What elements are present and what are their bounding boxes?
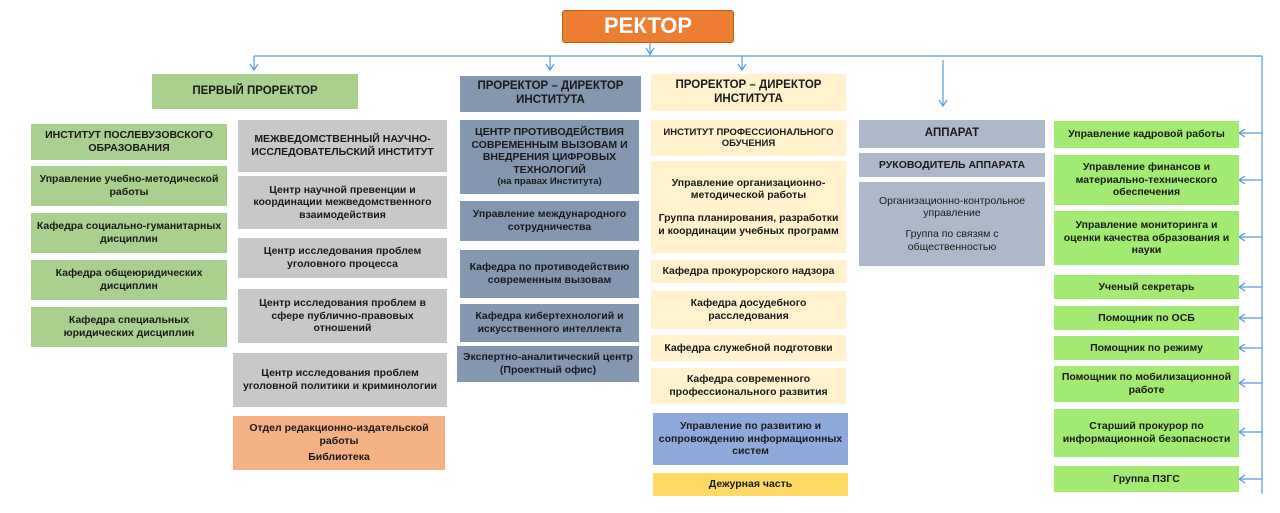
assistant-regime-box [1054, 336, 1239, 360]
special-legal-dept-label: Кафедра специальных юридических дисциплин [63, 314, 195, 339]
professional-development-dept-label: Кафедра современного профессионального развития [669, 373, 828, 398]
org-method-work-label: Управление организационно-методической работы [671, 176, 826, 202]
quality-monitoring-label: Управление мониторинга и оценки качества образования и науки [1063, 219, 1230, 257]
prorector-director-3-title: ПРОРЕКТОР – ДИРЕКТОР ИНСТИТУТА [675, 78, 822, 105]
public-law-center-label: Центр исследования проблем в сфере публично-правовых отношений [259, 297, 426, 335]
editorial-department-label: Отдел редакционно-издательской работы [249, 422, 429, 447]
modern-challenges-center-box [460, 120, 639, 194]
first-prorector-box [152, 74, 358, 109]
prevention-center-box [238, 176, 447, 229]
service-training-dept-label: Кафедра служебной подготовки [664, 341, 833, 354]
international-cooperation-box [460, 201, 639, 241]
modern-challenges-dept-label: Кафедра по противодействию современным вызовам [469, 261, 630, 286]
professional-development-dept-box [651, 368, 846, 404]
criminal-policy-center-box [233, 353, 447, 407]
criminal-policy-center-label: Центр исследования проблем уголовной политики и криминологии [242, 367, 438, 392]
research-institute-box [238, 120, 447, 172]
modern-challenges-center-label: ЦЕНТР ПРОТИВОДЕЙСТВИЯ СОВРЕМЕННЫМ ВЫЗОВАМ И ВНЕДРЕНИЯ ЦИФРОВЫХ ТЕХНОЛОГИЙ [471, 126, 628, 176]
prosecutorial-supervision-dept-box [651, 260, 846, 283]
professional-training-institute-box [651, 120, 846, 156]
assistant-osb-box [1054, 306, 1239, 330]
finance-department-box [1054, 155, 1239, 205]
senior-prosecutor-infosec-label: Старший прокурор по информационной безопасности [1062, 420, 1231, 445]
pzgs-group-box [1054, 466, 1239, 492]
finance-department-label: Управление финансов и материально-технического обеспечения [1075, 161, 1218, 199]
info-systems-dept-label: Управление по развитию и сопровождению информационных систем [658, 420, 843, 458]
prorector-director-3-box [651, 74, 846, 111]
public-law-center-box [238, 289, 447, 343]
apparat-head-label: РУКОВОДИТЕЛЬ АППАРАТА [878, 158, 1026, 171]
social-humanitarian-dept-box [31, 213, 227, 253]
apparat-title: АППАРАТ [924, 127, 980, 140]
cybertech-ai-dept-label: Кафедра кибертехнологий и искусственного интеллекта [475, 310, 624, 335]
org-control-box [859, 182, 1045, 266]
expert-analytical-center-box [457, 346, 639, 382]
cybertech-ai-dept-box [460, 304, 639, 342]
service-training-dept-box [651, 335, 846, 361]
library-label: Библиотека [308, 451, 370, 464]
methodical-work-label: Управление учебно-методической работы [39, 173, 219, 198]
senior-prosecutor-infosec-box [1054, 409, 1239, 457]
first-prorector-title: ПЕРВЫЙ ПРОРЕКТОР [192, 84, 318, 97]
planning-group-label: Группа планирования, разработки и координации учебных программ [658, 212, 839, 237]
professional-training-institute-label: ИНСТИТУТ ПРОФЕССИОНАЛЬНОГО ОБУЧЕНИЯ [663, 126, 834, 149]
general-legal-dept-label: Кафедра общеюридических дисциплин [55, 267, 203, 292]
modern-challenges-dept-box [460, 250, 639, 298]
social-humanitarian-dept-label: Кафедра социально-гуманитарных дисциплин [36, 220, 222, 245]
assistant-regime-label: Помощник по режиму [1090, 341, 1203, 354]
postgraduate-institute-label: ИНСТИТУТ ПОСЛЕВУЗОВСКОГО ОБРАЗОВАНИЯ [45, 129, 213, 154]
expert-analytical-center-label: Экспертно-аналитический центр (Проектный офис) [463, 351, 633, 376]
research-institute-label: МЕЖВЕДОМСТВЕННЫЙ НАУЧНО-ИССЛЕДОВАТЕЛЬСКИЙ ИНСТИТУТ [251, 133, 434, 158]
org-control-label: Организационно-контрольное управление [878, 194, 1026, 220]
prorector-director-2-box [460, 76, 641, 112]
academic-secretary-box [1054, 275, 1239, 299]
apparat-box [859, 120, 1045, 148]
criminal-process-center-box [238, 238, 447, 278]
quality-monitoring-box [1054, 211, 1239, 265]
general-legal-dept-box [31, 260, 227, 300]
prevention-center-label: Центр научной превенции и координации межведомственного взаимодействия [253, 183, 432, 221]
prosecutorial-supervision-dept-label: Кафедра прокурорского надзора [662, 265, 835, 278]
pretrial-investigation-dept-label: Кафедра досудебного расследования [690, 297, 807, 322]
hr-department-label: Управление кадровой работы [1068, 128, 1225, 141]
international-cooperation-label: Управление международного сотрудничества [472, 208, 627, 233]
assistant-osb-label: Помощник по ОСБ [1098, 311, 1195, 324]
rector-title: РЕКТОР [604, 13, 692, 39]
duty-unit-box [653, 473, 848, 496]
pzgs-group-label: Группа ПЗГС [1113, 472, 1180, 485]
rector-box [562, 10, 734, 43]
special-legal-dept-box [31, 307, 227, 347]
duty-unit-label: Дежурная часть [708, 478, 793, 491]
criminal-process-center-label: Центр исследования проблем уголовного процесса [263, 245, 422, 270]
assistant-mobilization-box [1054, 366, 1239, 402]
prorector-director-2-title: ПРОРЕКТОР – ДИРЕКТОР ИНСТИТУТА [477, 80, 624, 106]
hr-department-box [1054, 121, 1239, 148]
apparat-head-box [859, 153, 1045, 177]
academic-secretary-label: Ученый секретарь [1098, 280, 1195, 293]
postgraduate-institute-box [31, 124, 227, 160]
org-method-work-box [651, 161, 846, 253]
editorial-department-box [233, 416, 445, 470]
public-relations-group-label: Группа по связям с общественностью [905, 228, 999, 253]
assistant-mobilization-label: Помощник по мобилизационной работе [1061, 371, 1232, 396]
modern-challenges-center-note: (на правах Института) [497, 176, 602, 188]
info-systems-dept-box [653, 413, 848, 465]
methodical-work-box [31, 166, 227, 206]
pretrial-investigation-dept-box [651, 291, 846, 329]
